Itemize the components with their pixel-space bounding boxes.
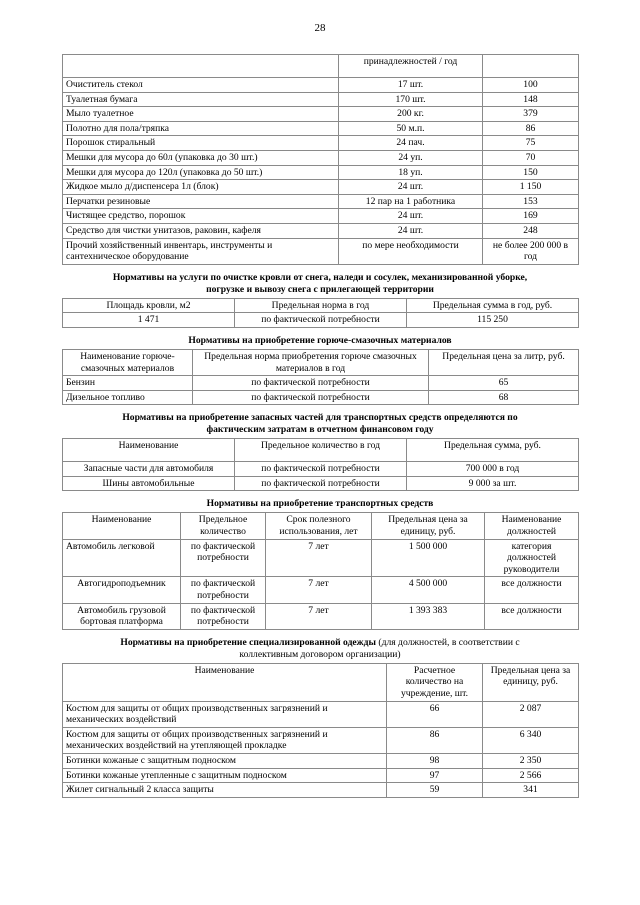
table-row [63, 165, 579, 180]
cell: по фактической потребности [235, 476, 407, 491]
cell: 9 000 за шт. [407, 476, 579, 491]
table-row [63, 462, 579, 477]
cell: принадлежностей / год [339, 55, 483, 78]
cell: 341 [483, 783, 579, 798]
table-row [63, 539, 579, 577]
cell: Полотно для пола/тряпка [63, 121, 339, 136]
column-header: Наименование [63, 439, 235, 462]
cell: 7 лет [266, 603, 372, 629]
section-title-line2: фактическим затратам в отчетном финансовом году [206, 424, 434, 436]
table-spare-parts [62, 438, 579, 491]
cell: 17 шт. [339, 78, 483, 93]
table-clothing [62, 663, 579, 798]
table-row [63, 194, 579, 209]
cell: Очиститель стекол [63, 78, 339, 93]
column-header: Расчетное количество на учреждение, шт. [387, 663, 483, 701]
section-title-clothing [70, 637, 570, 661]
cell: по фактической потребности [193, 390, 429, 405]
cell: 97 [387, 768, 483, 783]
cell: Ботинки кожаные с защитным подноском [63, 753, 387, 768]
cell: по фактической потребности [181, 577, 266, 603]
cell: 6 340 [483, 727, 579, 753]
cell: 379 [483, 107, 579, 122]
cell: 153 [483, 194, 579, 209]
column-header: Предельная цена за единицу, руб. [372, 513, 485, 539]
cell: 200 кг. [339, 107, 483, 122]
cell: 24 пач. [339, 136, 483, 151]
cell: Жидкое мыло д/диспенсера 1л (блок) [63, 180, 339, 195]
table-row [63, 783, 579, 798]
cell: Автомобиль грузовой бортовая платформа [63, 603, 181, 629]
table-row [63, 603, 579, 629]
table-row [63, 78, 579, 93]
cell: 18 уп. [339, 165, 483, 180]
cell: 7 лет [266, 577, 372, 603]
table-row [63, 136, 579, 151]
cell: 86 [483, 121, 579, 136]
cell: 24 шт. [339, 223, 483, 238]
section-title-roof-snow [70, 272, 570, 296]
cell: 24 шт. [339, 180, 483, 195]
table-row [63, 768, 579, 783]
cell: 170 шт. [339, 92, 483, 107]
table-row [63, 223, 579, 238]
cell: 169 [483, 209, 579, 224]
cell: Костюм для защиты от общих производственных загрязнений и механических воздействий на утепляющей прокладке [63, 727, 387, 753]
column-header: Наименование должностей [485, 513, 579, 539]
cell: Туалетная бумага [63, 92, 339, 107]
table-header-row [63, 298, 579, 313]
cell: 65 [429, 376, 579, 391]
cell: 1 150 [483, 180, 579, 195]
cell: 1 393 383 [372, 603, 485, 629]
column-header: Наименование [63, 663, 387, 701]
cell: 50 м.п. [339, 121, 483, 136]
cell: по фактической потребности [181, 539, 266, 577]
cell: Чистящее средство, порошок [63, 209, 339, 224]
cell: Автогидроподъемник [63, 577, 181, 603]
cell: Ботинки кожаные утепленные с защитным подноском [63, 768, 387, 783]
cell: Автомобиль легковой [63, 539, 181, 577]
section-title-spare-parts [70, 412, 570, 436]
cell: Мешки для мусора до 60л (упаковка до 30 шт.) [63, 150, 339, 165]
column-header: Предельная норма приобретения горюче смазочных материалов в год [193, 349, 429, 375]
cell: по мере необходимости [339, 238, 483, 264]
table-row [63, 753, 579, 768]
table-row [63, 376, 579, 391]
cell: 7 лет [266, 539, 372, 577]
cell: 4 500 000 [372, 577, 485, 603]
column-header: Предельное количество в год [235, 439, 407, 462]
table-row [63, 180, 579, 195]
table-row [63, 727, 579, 753]
cell: Прочий хозяйственный инвентарь, инструменты и сантехническое оборудование [63, 238, 339, 264]
cell: Средство для чистки унитазов, раковин, кафеля [63, 223, 339, 238]
section-title-note: (для должностей, в соответствии с [375, 636, 520, 648]
cell: Порошок стиральный [63, 136, 339, 151]
cell: 100 [483, 78, 579, 93]
cell: все должности [485, 603, 579, 629]
cell: Бензин [63, 376, 193, 391]
cell: 148 [483, 92, 579, 107]
table-household-supplies [62, 54, 579, 265]
section-title-bold: Нормативы на приобретение специализированной одежды [120, 636, 376, 648]
table-row [63, 55, 579, 78]
column-header: Предельная цена за единицу, руб. [483, 663, 579, 701]
cell: Запасные части для автомобиля [63, 462, 235, 477]
column-header: Срок полезного использования, лет [266, 513, 372, 539]
cell [483, 55, 579, 78]
cell: 1 471 [63, 313, 235, 328]
table-row [63, 92, 579, 107]
table-header-row [63, 513, 579, 539]
table-header-row [63, 663, 579, 701]
cell: 24 уп. [339, 150, 483, 165]
page-number: 28 [314, 22, 326, 34]
cell: Мешки для мусора до 120л (упаковка до 50 шт.) [63, 165, 339, 180]
cell: 59 [387, 783, 483, 798]
table-row [63, 121, 579, 136]
column-header: Предельная норма в год [235, 298, 407, 313]
cell: 150 [483, 165, 579, 180]
cell: 2 087 [483, 701, 579, 727]
cell: по фактической потребности [193, 376, 429, 391]
cell: 68 [429, 390, 579, 405]
cell: Жилет сигнальный 2 класса защиты [63, 783, 387, 798]
cell: Перчатки резиновые [63, 194, 339, 209]
table-row [63, 476, 579, 491]
cell: категория должностей руководители [485, 539, 579, 577]
cell: 2 350 [483, 753, 579, 768]
table-row [63, 150, 579, 165]
cell: по фактической потребности [181, 603, 266, 629]
table-roof-snow [62, 298, 579, 328]
table-row [63, 238, 579, 264]
cell: Шины автомобильные [63, 476, 235, 491]
cell: Дизельное топливо [63, 390, 193, 405]
cell: 24 шт. [339, 209, 483, 224]
cell: 1 500 000 [372, 539, 485, 577]
column-header: Площадь кровли, м2 [63, 298, 235, 313]
cell: 12 пар на 1 работника [339, 194, 483, 209]
column-header: Предельное количество [181, 513, 266, 539]
table-row [63, 577, 579, 603]
document-content [62, 34, 578, 798]
table-row [63, 209, 579, 224]
cell [63, 55, 339, 78]
section-title-line2: коллективным договором организации) [239, 648, 401, 660]
cell: 700 000 в год [407, 462, 579, 477]
cell: 70 [483, 150, 579, 165]
table-row [63, 390, 579, 405]
table-vehicles [62, 512, 579, 629]
cell: Мыло туалетное [63, 107, 339, 122]
cell: 66 [387, 701, 483, 727]
cell: все должности [485, 577, 579, 603]
section-title-fuel: Нормативы на приобретение горюче-смазочных материалов [188, 334, 452, 346]
cell: 98 [387, 753, 483, 768]
cell: 115 250 [407, 313, 579, 328]
cell: не более 200 000 в год [483, 238, 579, 264]
table-header-row [63, 439, 579, 462]
cell: 75 [483, 136, 579, 151]
section-title-line1: Нормативы на приобретение запасных частей для транспортных средств определяются по [122, 412, 518, 424]
table-row [63, 701, 579, 727]
cell: 2 566 [483, 768, 579, 783]
cell: 86 [387, 727, 483, 753]
cell: Костюм для защиты от общих производственных загрязнений и механических воздействий [63, 701, 387, 727]
section-title-line2: погрузке и вывозу снега с прилегающей территории [206, 283, 434, 295]
table-row [63, 107, 579, 122]
column-header: Предельная сумма в год, руб. [407, 298, 579, 313]
section-title-vehicles: Нормативы на приобретение транспортных средств [206, 498, 434, 510]
column-header: Предельная цена за литр, руб. [429, 349, 579, 375]
table-header-row [63, 349, 579, 375]
section-title-line1: Нормативы на услуги по очистке кровли от снега, наледи и сосулек, механизированной уборке, [112, 271, 528, 283]
cell: 248 [483, 223, 579, 238]
column-header: Наименование [63, 513, 181, 539]
cell: по фактической потребности [235, 462, 407, 477]
table-row [63, 313, 579, 328]
cell: по фактической потребности [235, 313, 407, 328]
column-header: Наименование горюче-смазочных материалов [63, 349, 193, 375]
column-header: Предельная сумма, руб. [407, 439, 579, 462]
table-fuel [62, 349, 579, 405]
